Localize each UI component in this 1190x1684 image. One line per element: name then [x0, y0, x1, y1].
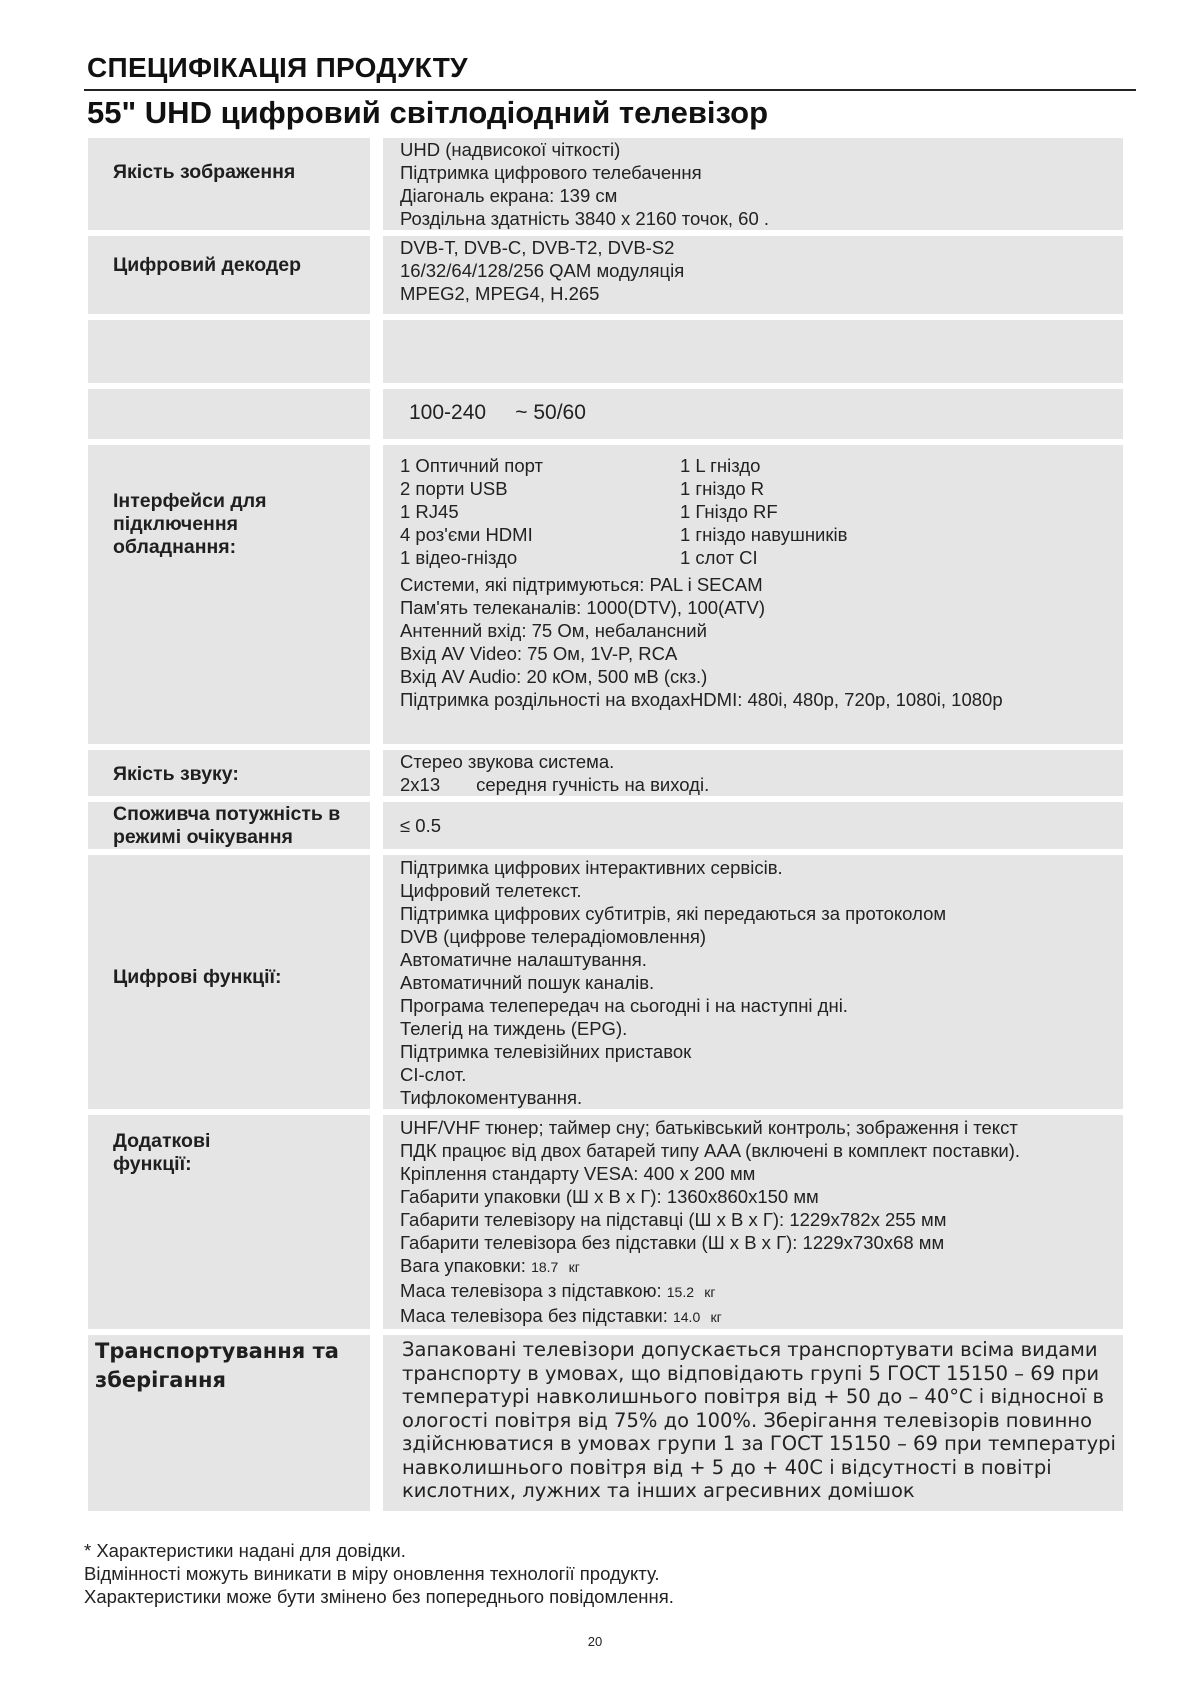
spec-label-cell	[88, 320, 383, 389]
value-line: Вхід AV Video: 75 Ом, 1V-P, RCA	[400, 643, 678, 664]
port-item: 1 Оптичний порт	[400, 455, 543, 476]
label-line: Транспортування та	[95, 1339, 339, 1363]
weight-value: 15.2	[666, 1284, 695, 1300]
weight-unit: кг	[704, 1284, 716, 1300]
weight-label: Маса телевізора з підставкою:	[400, 1280, 662, 1301]
weight-unit: кг	[710, 1309, 722, 1325]
weight-label: Маса телевізора без підставки:	[400, 1305, 668, 1326]
footnote-line: Відмінності можуть виникати в міру оновлення технології продукту.	[84, 1563, 660, 1584]
port-list-left	[400, 454, 680, 569]
spec-value	[383, 855, 1123, 1109]
spec-value	[383, 1335, 1123, 1503]
spec-row-transport-storage	[88, 1335, 1123, 1511]
spec-value-cell	[383, 138, 1123, 236]
value-line: Програма телепередач на сьогодні і на наступні дні.	[400, 995, 848, 1016]
spec-label-cell	[88, 1115, 383, 1335]
spec-label-cell	[88, 389, 383, 445]
spec-label-cell	[88, 1335, 383, 1511]
label-line: Додаткові	[113, 1130, 211, 1152]
port-item: 1 відео-гніздо	[400, 547, 518, 568]
value-line: транспорту в умовах, що відповідають групі 5 ГОСТ 15150 – 69 при	[402, 1361, 1100, 1385]
value-line: Габарити телевізору на підставці (Ш x В x Г): 1229x782x 255 мм	[400, 1209, 947, 1230]
spec-value-cell	[383, 1115, 1123, 1335]
port-item: 1 слот CI	[680, 547, 758, 568]
spec-row-digital-functions	[88, 855, 1123, 1115]
port-item: 1 гніздо навушників	[680, 524, 848, 545]
spec-row-interfaces	[88, 445, 1123, 750]
label-line: зберігання	[95, 1368, 226, 1392]
port-item: 1 RJ45	[400, 501, 459, 522]
value-line: Системи, які підтримуються: PAL і SECAM	[400, 574, 763, 595]
spec-value-cell	[383, 750, 1123, 802]
spec-label-cell	[88, 236, 383, 320]
spec-label-cell	[88, 138, 383, 236]
value-line: ПДК працює від двох батарей типу AAA (включені в комплект поставки).	[400, 1140, 1021, 1161]
value-line: Підтримка цифрових субтитрів, які передаються за протоколом	[400, 903, 947, 924]
spec-label	[88, 1335, 370, 1395]
value-line: Пам'ять телеканалів: 1000(DTV), 100(ATV)	[400, 597, 765, 618]
label-line: режимі очікування	[113, 826, 293, 848]
spec-label-cell	[88, 855, 383, 1115]
value-line: DVB-T, DVB-C, DVB-T2, DVB-S2	[400, 237, 675, 258]
spec-label	[88, 1115, 370, 1176]
spec-label: Цифровий декодер	[113, 254, 302, 276]
weight-label: Вага упаковки:	[400, 1255, 526, 1276]
port-item: 1 Гніздо RF	[680, 501, 778, 522]
value-line: температурі навколишнього повітря від + 50 до – 40°C і відносної в	[402, 1385, 1104, 1408]
spec-label: Якість звуку:	[113, 763, 239, 785]
spec-label: Якість зображення	[113, 161, 296, 183]
value-line: UHF/VHF тюнер; таймер сну; батьківський контроль; зображення і текст	[400, 1117, 1018, 1138]
footnote-line: * Характеристики надані для довідки.	[84, 1540, 406, 1561]
spec-table	[88, 138, 1123, 1511]
value-line: Запаковані телевізори допускається транспортувати всіма видами	[402, 1338, 1098, 1361]
spec-value-cell	[383, 236, 1123, 320]
spec-label	[88, 802, 370, 849]
spec-value-cell	[383, 802, 1123, 855]
spec-row-blank	[88, 320, 1123, 389]
port-item: 1 L гніздо	[680, 455, 761, 476]
port-item: 2 порти USB	[400, 478, 508, 499]
value-line: Діагональ екрана: 139 см	[400, 185, 618, 206]
spec-label-cell	[88, 445, 383, 750]
port-list	[400, 454, 1123, 569]
value-line: Телегід на тиждень (EPG).	[400, 1018, 628, 1039]
spec-value-cell	[383, 1335, 1123, 1511]
value-line: Підтримка роздільності на входахHDMI: 480i, 480p, 720p, 1080i, 1080p	[400, 689, 1003, 710]
value-line: Підтримка цифрового телебачення	[400, 162, 702, 183]
spec-value-cell	[383, 855, 1123, 1115]
spec-row-standby-power	[88, 802, 1123, 855]
label-line: підключення	[113, 513, 238, 535]
spec-label: Цифрові функції:	[113, 966, 282, 988]
value-line: CI-слот.	[400, 1064, 467, 1085]
value-line: Кріплення стандарту VESA: 400 x 200 мм	[400, 1163, 756, 1184]
port-list-right	[680, 454, 960, 569]
spec-value: 100-240 ~ 50/60	[409, 401, 586, 424]
spec-row-power-supply	[88, 389, 1123, 445]
value-line: MPEG2, MPEG4, H.265	[400, 283, 600, 304]
value-line: Автоматичне налаштування.	[400, 949, 647, 970]
spec-label	[88, 445, 370, 559]
spec-value-cell	[383, 389, 1123, 445]
label-line: Споживча потужність в	[113, 803, 341, 825]
spec-value	[383, 445, 1123, 711]
mass-with-stand	[400, 1279, 1123, 1304]
spec-value	[383, 236, 1123, 305]
value-line: навколишнього повітря від + 5 до + 40С і відсутності в повітрі	[402, 1455, 1052, 1479]
mass-without-stand	[400, 1304, 1123, 1329]
value-line: DVB (цифрове телерадіомовлення)	[400, 926, 707, 947]
value-line: 2x13 середня гучність на виході.	[400, 774, 710, 795]
spec-row-sound	[88, 750, 1123, 802]
product-title: 55" UHD цифровий світлодіодний телевізор	[87, 95, 769, 130]
weight-package	[400, 1254, 1123, 1279]
weight-value: 14.0	[672, 1309, 701, 1325]
label-line: Інтерфейси для	[113, 490, 267, 512]
spec-label-cell	[88, 802, 383, 855]
value-line: Цифровий телетекст.	[400, 880, 582, 901]
footnotes	[84, 1539, 674, 1608]
footnote-line: Характеристики може бути змінено без попереднього повідомлення.	[84, 1586, 674, 1607]
value-line: Стерео звукова система.	[400, 751, 615, 772]
value-line: 16/32/64/128/256 QAM модуляція	[400, 260, 685, 281]
page-number: 20	[587, 1634, 603, 1649]
value-line: ологості повітря від 75% до 100%. Зберігання телевізорів повинно	[402, 1408, 1093, 1432]
spec-row-digital-decoder	[88, 236, 1123, 320]
weight-value: 18.7	[531, 1259, 559, 1275]
value-line: Тифлокоментування.	[400, 1087, 583, 1108]
spec-value	[383, 138, 1123, 230]
spec-value	[383, 1115, 1123, 1329]
port-item: 4 роз'єми HDMI	[400, 524, 533, 545]
value-line: Габарити упаковки (Ш x В x Г): 1360x860x150 мм	[400, 1186, 819, 1207]
port-item: 1 гніздо R	[680, 478, 765, 499]
weight-unit: кг	[568, 1259, 580, 1275]
value-line: здійснюватися в умовах групи 1 за ГОСТ 15150 – 69 при температурі	[402, 1432, 1116, 1455]
label-line: обладнання:	[113, 536, 237, 558]
spec-value	[383, 750, 1123, 796]
value-line: Підтримка цифрових інтерактивних сервісів.	[400, 857, 783, 878]
value-line: UHD (надвисокої чіткості)	[400, 139, 621, 160]
spec-value-cell	[383, 320, 1123, 389]
spec-value: ≤ 0.5	[400, 815, 442, 836]
spec-value-cell	[383, 445, 1123, 750]
spec-label-cell	[88, 750, 383, 802]
value-line: Роздільна здатність 3840 x 2160 точок, 60 .	[400, 208, 770, 229]
title-divider	[84, 89, 1136, 91]
value-line: Підтримка телевізійних приставок	[400, 1041, 692, 1062]
value-line: Автоматичний пошук каналів.	[400, 972, 655, 993]
spec-row-extra-functions	[88, 1115, 1123, 1335]
value-line: кислотних, лужних та інших агресивних домішок	[402, 1479, 915, 1502]
label-line: функції:	[113, 1153, 192, 1175]
spec-row-picture-quality	[88, 138, 1123, 236]
value-line: Антенний вхід: 75 Ом, небалансний	[400, 620, 707, 641]
value-line: Вхід AV Audio: 20 кОм, 500 мВ (скз.)	[400, 666, 708, 687]
document-title: СПЕЦИФІКАЦІЯ ПРОДУКТУ	[87, 52, 468, 83]
value-line: Габарити телевізора без підставки (Ш x В x Г): 1229x730x68 мм	[400, 1232, 945, 1253]
